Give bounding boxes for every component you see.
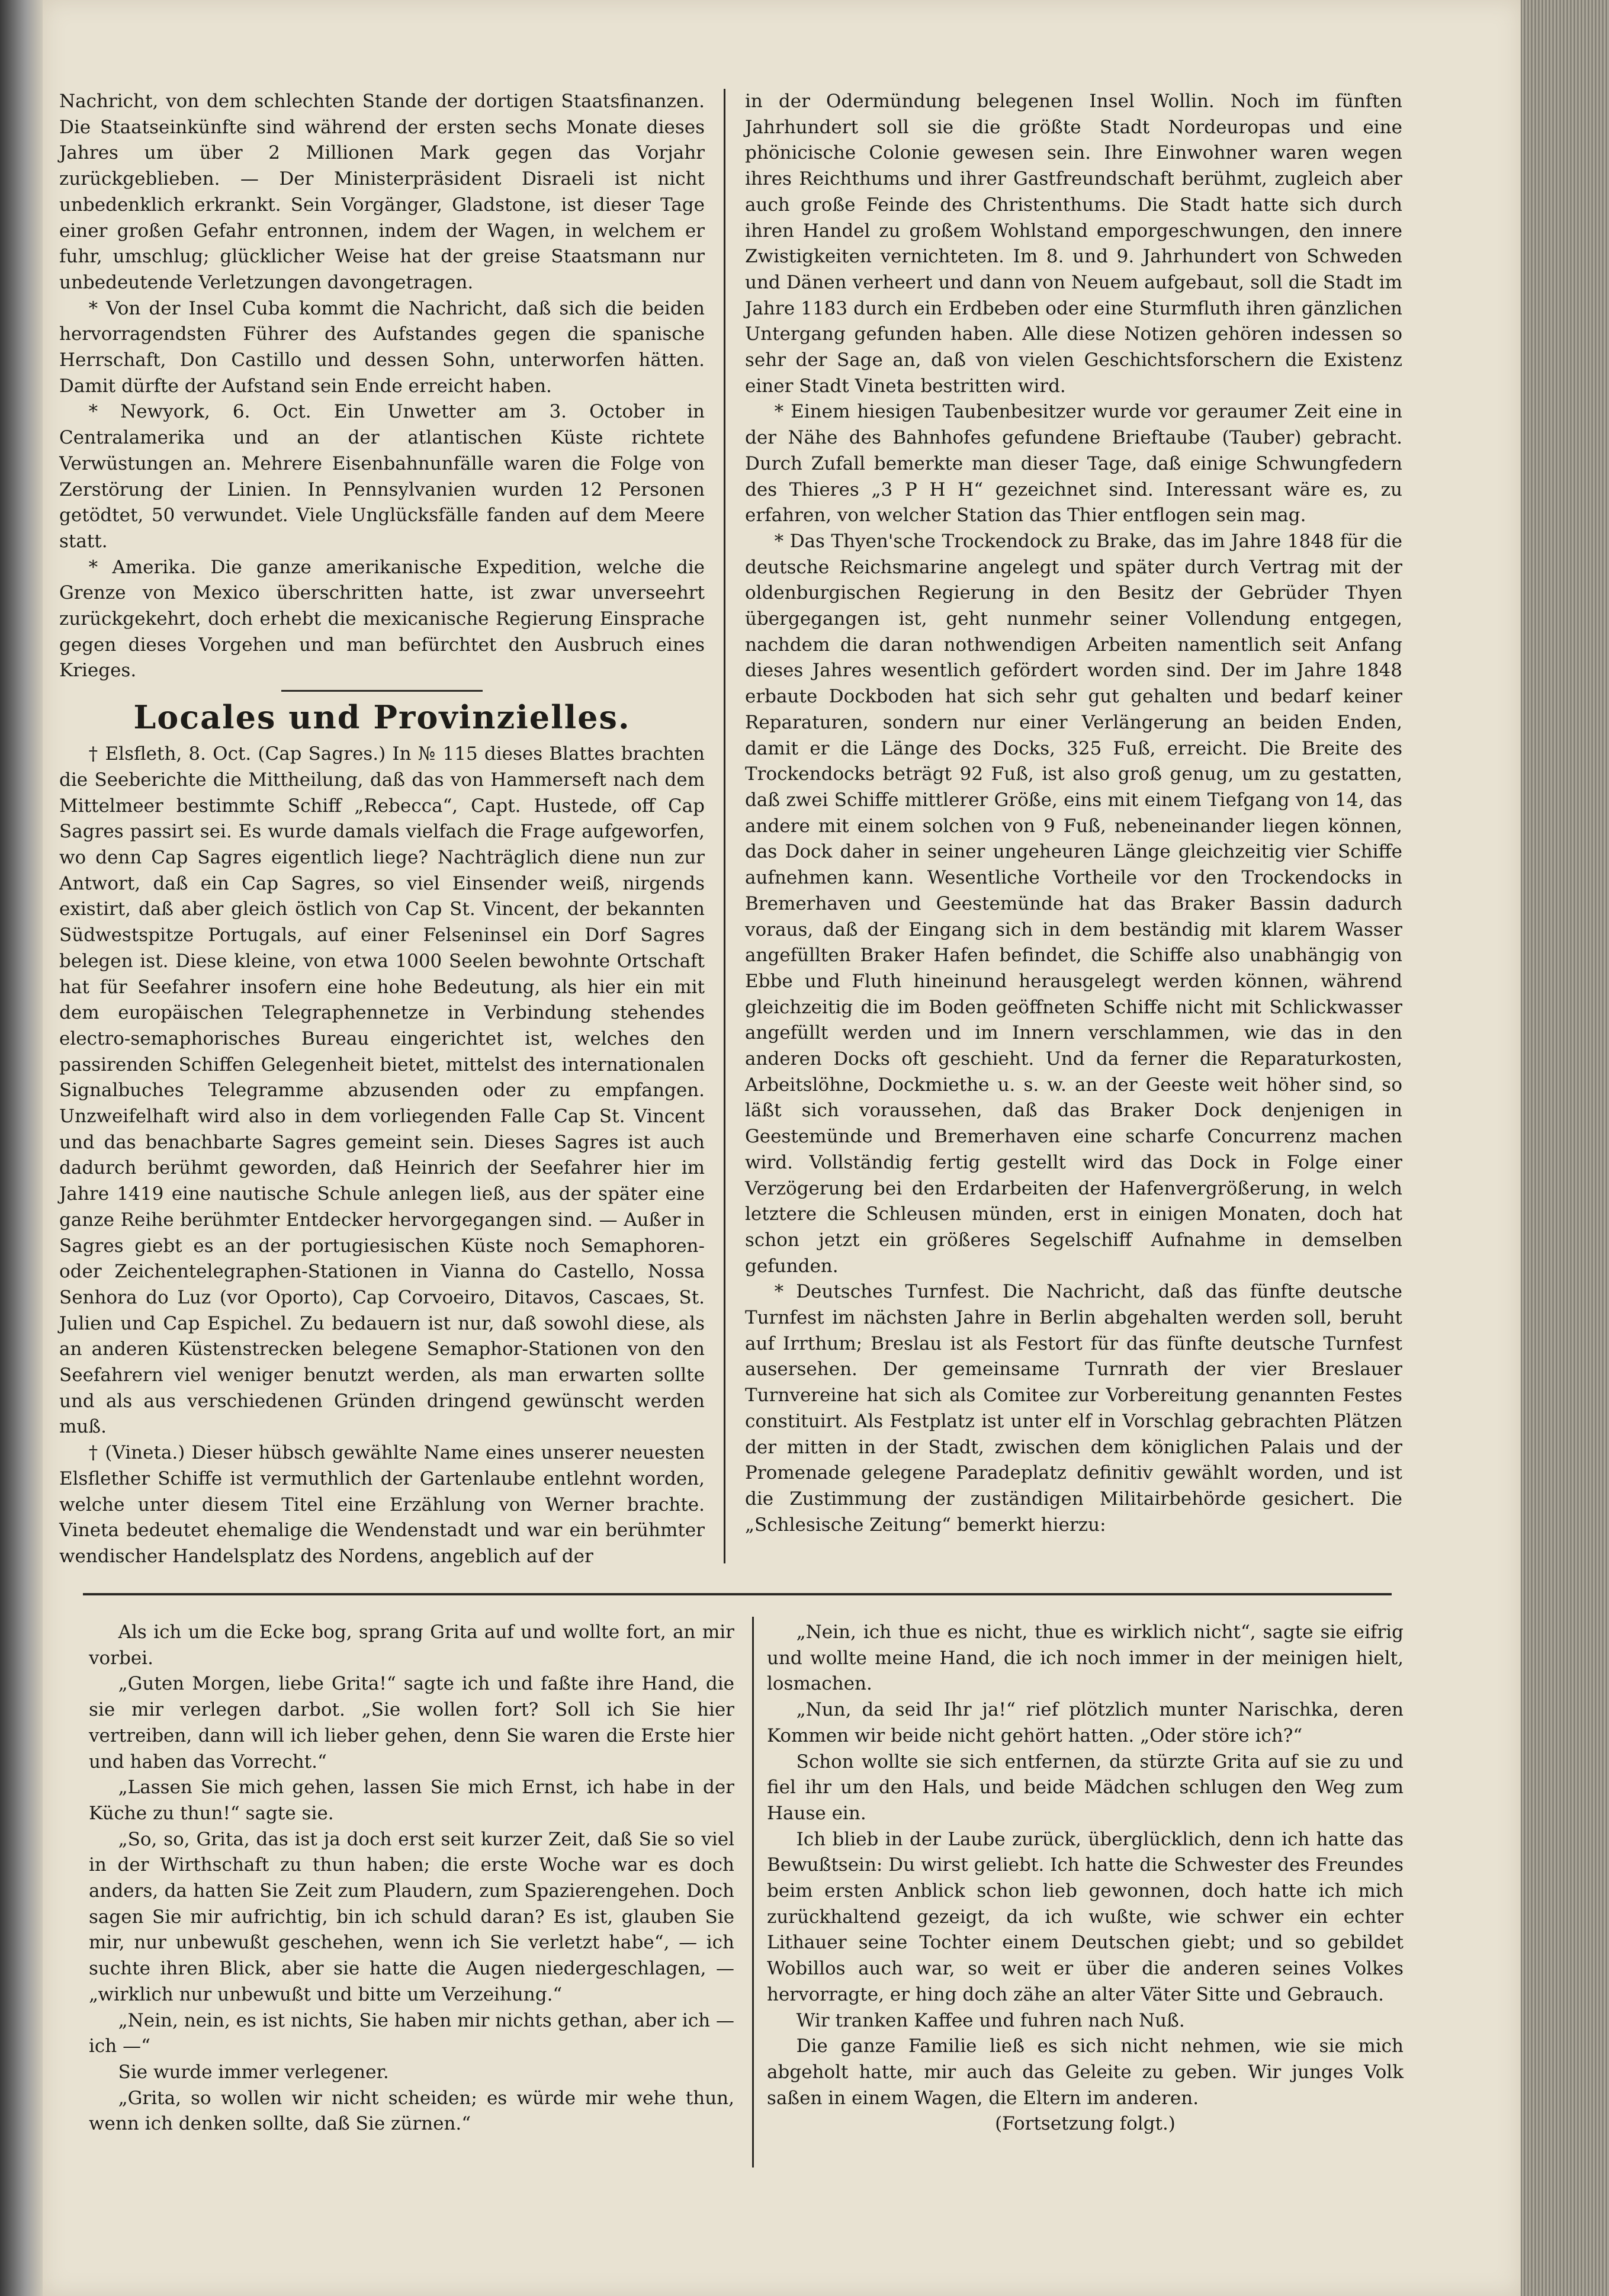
article-paragraph: * Newyork, 6. Oct. Ein Unwetter am 3. October in Centralamerika und an der atlantischen Küste richtete Verwüstungen an. Mehrere Eisenbahnunfälle waren die Folge von Zerstörung der Linien. In Pennsylvanien wurden 12 Personen getödtet, 50 verwundet. Viele Unglücksfälle fanden auf dem Meere statt. — [59, 401, 705, 552]
news-column-right — [745, 89, 1402, 1538]
heading-rule — [281, 690, 483, 692]
article-paragraph: † Elsfleth, 8. Oct. (Cap Sagres.) In № 115 dieses Blattes brachten die Seeberichte die Mittheilung, daß das von Hammerseft nach dem Mittelmeer bestimmte Schiff „Rebecca“, Capt. Hustede, off Cap Sagres passirt sei. Es wurde damals vielfach die Frage aufgeworfen, wo denn Cap Sagres eigentlich liege? Nachträglich diene nun zur Antwort, daß ein Cap Sagres, so viel Einsender weiß, nirgends existirt, daß aber gleich östlich von Cap St. Vincent, der bekannten Südwestspitze Portugals, auf einer Felseninsel ein Dorf Sagres belegen ist. Diese kleine, von etwa 1000 Seelen bewohnte Ortschaft hat für Seefahrer insofern eine hohe Bedeutung, als hier ein mit dem europäischen Telegraphennetze in Verbindung stehendes electro-semaphorisches Bureau eingerichtet ist, welches den passirenden Schiffen Gelegenheit bietet, mittelst des internationalen Signalbuches Telegramme abzusenden oder zu empfangen. Unzweifelhaft wird also in dem vorliegenden Falle Cap St. Vincent und das benachbarte Sagres gemeint sein. Dieses Sagres ist auch dadurch berühmt geworden, daß Heinrich der Seefahrer hier im Jahre 1419 eine nautische Schule anlegen ließ, aus der später eine ganze Reihe berühmter Entdecker hervorgegangen sind. — Außer in Sagres giebt es an der portugiesischen Küste noch Semaphoren- oder Zeichentelegraphen-Stationen in Vianna do Castello, Nossa Senhora do Luz (vor Oporto), Cap Corvoeiro, Ditavos, Cascaes, St. Julien und Cap Espichel. Zu bedauern ist nur, daß sowohl diese, als an anderen Küstenstrecken belegene Semaphor-Stationen von den Seefahrern viel weniger benutzt werden, als man erwarten sollte und als aus verschiedenen Gründen dringend gewünscht werden muß. — [59, 743, 705, 1438]
story-paragraph: Als ich um die Ecke bog, sprang Grita auf und wollte fort, an mir vorbei. — [89, 1621, 734, 1669]
page-stack-edge — [1521, 0, 1609, 2296]
story-paragraph: Die ganze Familie ließ es sich nicht nehmen, wie sie mich abgeholt hatte, mir auch das Geleite zu geben. Wir junges Volk saßen in einem Wagen, die Eltern im anderen. — [767, 2035, 1404, 2109]
article-paragraph: in der Odermündung belegenen Insel Wollin. Noch im fünften Jahrhundert soll sie die größte Stadt Nordeuropas und eine phönicische Colonie gewesen sein. Ihre Einwohner waren wegen ihres Reichthums und ihrer Gastfreundschaft berühmt, zugleich aber auch große Feinde des Christenthums. Die Stadt hatte sich durch ihren Handel zu großem Wohlstand emporgeschwungen, den innere Zwistigkeiten vernichteten. Im 8. und 9. Jahrhundert von Schweden und Dänen verheert und dann von Neuem aufgebaut, soll die Stadt im Jahre 1183 durch ein Erdbeben oder eine Sturmfluth ihren gänzlichen Untergang gefunden haben. Alle diese Notizen gehören indessen so sehr der Sage an, daß von vielen Geschichtsforschern die Existenz einer Stadt Vineta bestritten wird. — [745, 91, 1402, 397]
story-paragraph: „Nun, da seid Ihr ja!“ rief plötzlich munter Narischka, deren Kommen wir beide nicht gehört hatten. „Oder störe ich?“ — [767, 1699, 1404, 1746]
column-divider-lower — [752, 1617, 754, 2167]
article-paragraph: Nachricht, von dem schlechten Stande der dortigen Staatsfinanzen. Die Staatseinkünfte sind während der ersten sechs Monate dieses Jahres um über 2 Millionen Mark gegen das Vorjahr zurückgeblieben. — Der Ministerpräsident Disraeli ist nicht unbedenklich erkrankt. Sein Vorgänger, Gladstone, ist dieser Tage einer großen Gefahr entronnen, indem der Wagen, in welchem er fuhr, umschlug; glücklicher Weise hat der greise Staatsmann nur unbedeutende Verletzungen davongetragen. — [59, 91, 705, 293]
news-column-left — [59, 89, 705, 1570]
story-paragraph: „Nein, ich thue es nicht, thue es wirklich nicht“, sagte sie eifrig und wollte meine Hand, die ich noch immer in der meinigen hielt, losmachen. — [767, 1621, 1404, 1695]
article-paragraph: * Das Thyen'sche Trockendock zu Brake, das im Jahre 1848 für die deutsche Reichsmarine angelegt und später durch Vertrag mit der oldenburgischen Regierung in den Besitz der Gebrüder Thyen übergegangen ist, geht nunmehr seiner Vollendung entgegen, nachdem die daran nothwendigen Arbeiten namentlich seit Anfang dieses Jahres wesentlich gefördert worden sind. Der im Jahre 1848 erbaute Dockboden hat sich sehr gut gehalten und bedarf keiner Reparaturen, sondern nur einer Verlängerung an beiden Enden, damit er die Länge des Docks, 325 Fuß, erreicht. Die Breite des Trockendocks beträgt 92 Fuß, ist also groß genug, um zu gestatten, daß zwei Schiffe mittlerer Größe, eins mit einem Tiefgang von 14, das andere mit einem solchen von 9 Fuß, nebeneinander liegen können, das Dock daher in seiner ungeheuren Länge gleichzeitig vier Schiffe aufnehmen kann. Wesentliche Vortheile vor den Trockendocks in Bremerhaven und Geestemünde hat das Braker Bassin dadurch voraus, daß der Eingang sich in dem beständig mit klarem Wasser angefüllten Braker Hafen befindet, die Schiffe also unabhängig von Ebbe und Fluth hineinund herausgelegt werden können, während gleichzeitig die im Boden geöffneten Schiffe nicht mit Schlickwasser angefüllt werden und im Innern verschlammen, wie das in den anderen Docks oft geschieht. Und da ferner die Reparaturkosten, Arbeitslöhne, Dockmiethe u. s. w. an der Geeste weit höher sind, so läßt sich voraussehen, daß das Braker Dock denjenigen in Geestemünde und Bremerhaven eine scharfe Concurrenz machen wird. Vollständig fertig gestellt wird das Dock in Folge einer Verzögerung bei den Erdarbeiten der Hafenvergrößerung, in welch letztere die Schleusen münden, erst in einigen Monaten, doch hat schon jetzt ein größeres Segelschiff Aufnahme in demselben gefunden. — [745, 530, 1402, 1277]
feuilleton-column-left — [89, 1620, 734, 2137]
section-divider — [83, 1593, 1392, 1595]
story-paragraph: Wir tranken Kaffee und fuhren nach Nuß. — [796, 2009, 1185, 2031]
story-paragraph: Sie wurde immer verlegener. — [118, 2061, 389, 2083]
story-paragraph: Ich blieb in der Laube zurück, überglücklich, denn ich hatte das Bewußtsein: Du wirst geliebt. Ich hatte die Schwester des Freundes beim ersten Anblick schon lieb gewonnen, doch hatte ich mich zurückhaltend gezeigt, da ich wußte, wie schwer ein echter Lithauer seine Tochter einem Deutschen giebt; und so gebildet Wobillos auch war, so weit er über die anderen seines Volkes hervorragte, er hing doch zähe an alter Väter Sitte und Gebrauch. — [767, 1828, 1404, 2005]
article-paragraph: * Amerika. Die ganze amerikanische Expedition, welche die Grenze von Mexico überschritten hatte, ist zwar unverseehrt zurückgekehrt, doch erhebt die mexicanische Regierung Einsprache gegen dieses Vorgehen und man befürchtet den Ausbruch eines Krieges. — [59, 556, 705, 682]
article-paragraph: * Einem hiesigen Taubenbesitzer wurde vor geraumer Zeit eine in der Nähe des Bahnhofes gefundene Brieftaube (Tauber) gebracht. Durch Zufall bemerkte man dieser Tage, daß einige Schwungfedern des Thieres „3 P H H“ gezeichnet sind. Interessant wäre es, zu erfahren, von welcher Station das Thier entflogen sein mag. — [745, 401, 1402, 526]
continuation-note: (Fortsetzung folgt.) — [995, 2113, 1176, 2135]
article-paragraph: * Von der Insel Cuba kommt die Nachricht, daß sich die beiden hervorragendsten Führer des Aufstandes gegen die spanische Herrschaft, Don Castillo und dessen Sohn, unterworfen hätten. Damit dürfte der Aufstand sein Ende erreicht haben. — [59, 297, 705, 397]
story-paragraph: „Nein, nein, es ist nichts, Sie haben mir nichts gethan, aber ich — ich —“ — [89, 2009, 734, 2057]
feuilleton-column-right — [767, 1620, 1404, 2137]
section-heading: Locales und Provinzielles. — [133, 698, 631, 737]
story-paragraph: „Grita, so wollen wir nicht scheiden; es würde mir wehe thun, wenn ich denken sollte, daß Sie zürnen.“ — [89, 2087, 734, 2135]
book-binding-edge — [0, 0, 43, 2296]
story-paragraph: „So, so, Grita, das ist ja doch erst seit kurzer Zeit, daß Sie so viel in der Wirthschaft zu thun haben; die erste Woche war es doch anders, da hatten Sie Zeit zum Plaudern, zum Spazierengehen. Doch sagen Sie mir aufrichtig, bin ich schuld daran? Es ist, glauben Sie mir, nur unbewußt geschehen, wenn ich Sie verletzt habe“, — ich suchte ihren Blick, aber sie hatte die Augen niedergeschlagen, — „wirklich nur unbewußt und bitte um Verzeihung.“ — [89, 1828, 734, 2005]
story-paragraph: „Guten Morgen, liebe Grita!“ sagte ich und faßte ihre Hand, die sie mir verlegen darbot. „Sie wollen fort? Soll ich Sie hier vertreiben, dann will ich lieber gehen, denn Sie waren die Erste hier und haben das Vorrecht.“ — [89, 1673, 734, 1772]
article-paragraph: * Deutsches Turnfest. Die Nachricht, daß das fünfte deutsche Turnfest im nächsten Jahre in Berlin abgehalten werden soll, beruht auf Irrthum; Breslau ist als Festort für das fünfte deutsche Turnfest ausersehen. Der gemeinsame Turnrath der vier Breslauer Turnvereine hat sich als Comitee zur Vorbereitung genannten Festes constituirt. Als Festplatz ist unter elf in Vorschlag gebrachten Plätzen der mitten in der Stadt, zwischen dem königlichen Palais und der Promenade gelegene Paradeplatz definitiv gewählt worden, und ist die Zustimmung der zuständigen Militairbehörde gesichert. Die „Schlesische Zeitung“ bemerkt hierzu: — [745, 1281, 1402, 1536]
column-divider-upper — [724, 89, 725, 1563]
article-paragraph: † (Vineta.) Dieser hübsch gewählte Name eines unserer neuesten Elsflether Schiffe ist vermuthlich der Gartenlaube entlehnt worden, welche unter diesem Titel eine Erzählung von Werner brachte. Vineta bedeutet ehemalige die Wendenstadt und war ein berühmter wendischer Handelsplatz des Nordens, angeblich auf der — [59, 1442, 705, 1567]
story-paragraph: „Lassen Sie mich gehen, lassen Sie mich Ernst, ich habe in der Küche zu thun!“ sagte sie. — [89, 1777, 734, 1824]
story-paragraph: Schon wollte sie sich entfernen, da stürzte Grita auf sie zu und fiel ihr um den Hals, und beide Mädchen schlugen den Weg zum Hause ein. — [767, 1751, 1404, 1824]
